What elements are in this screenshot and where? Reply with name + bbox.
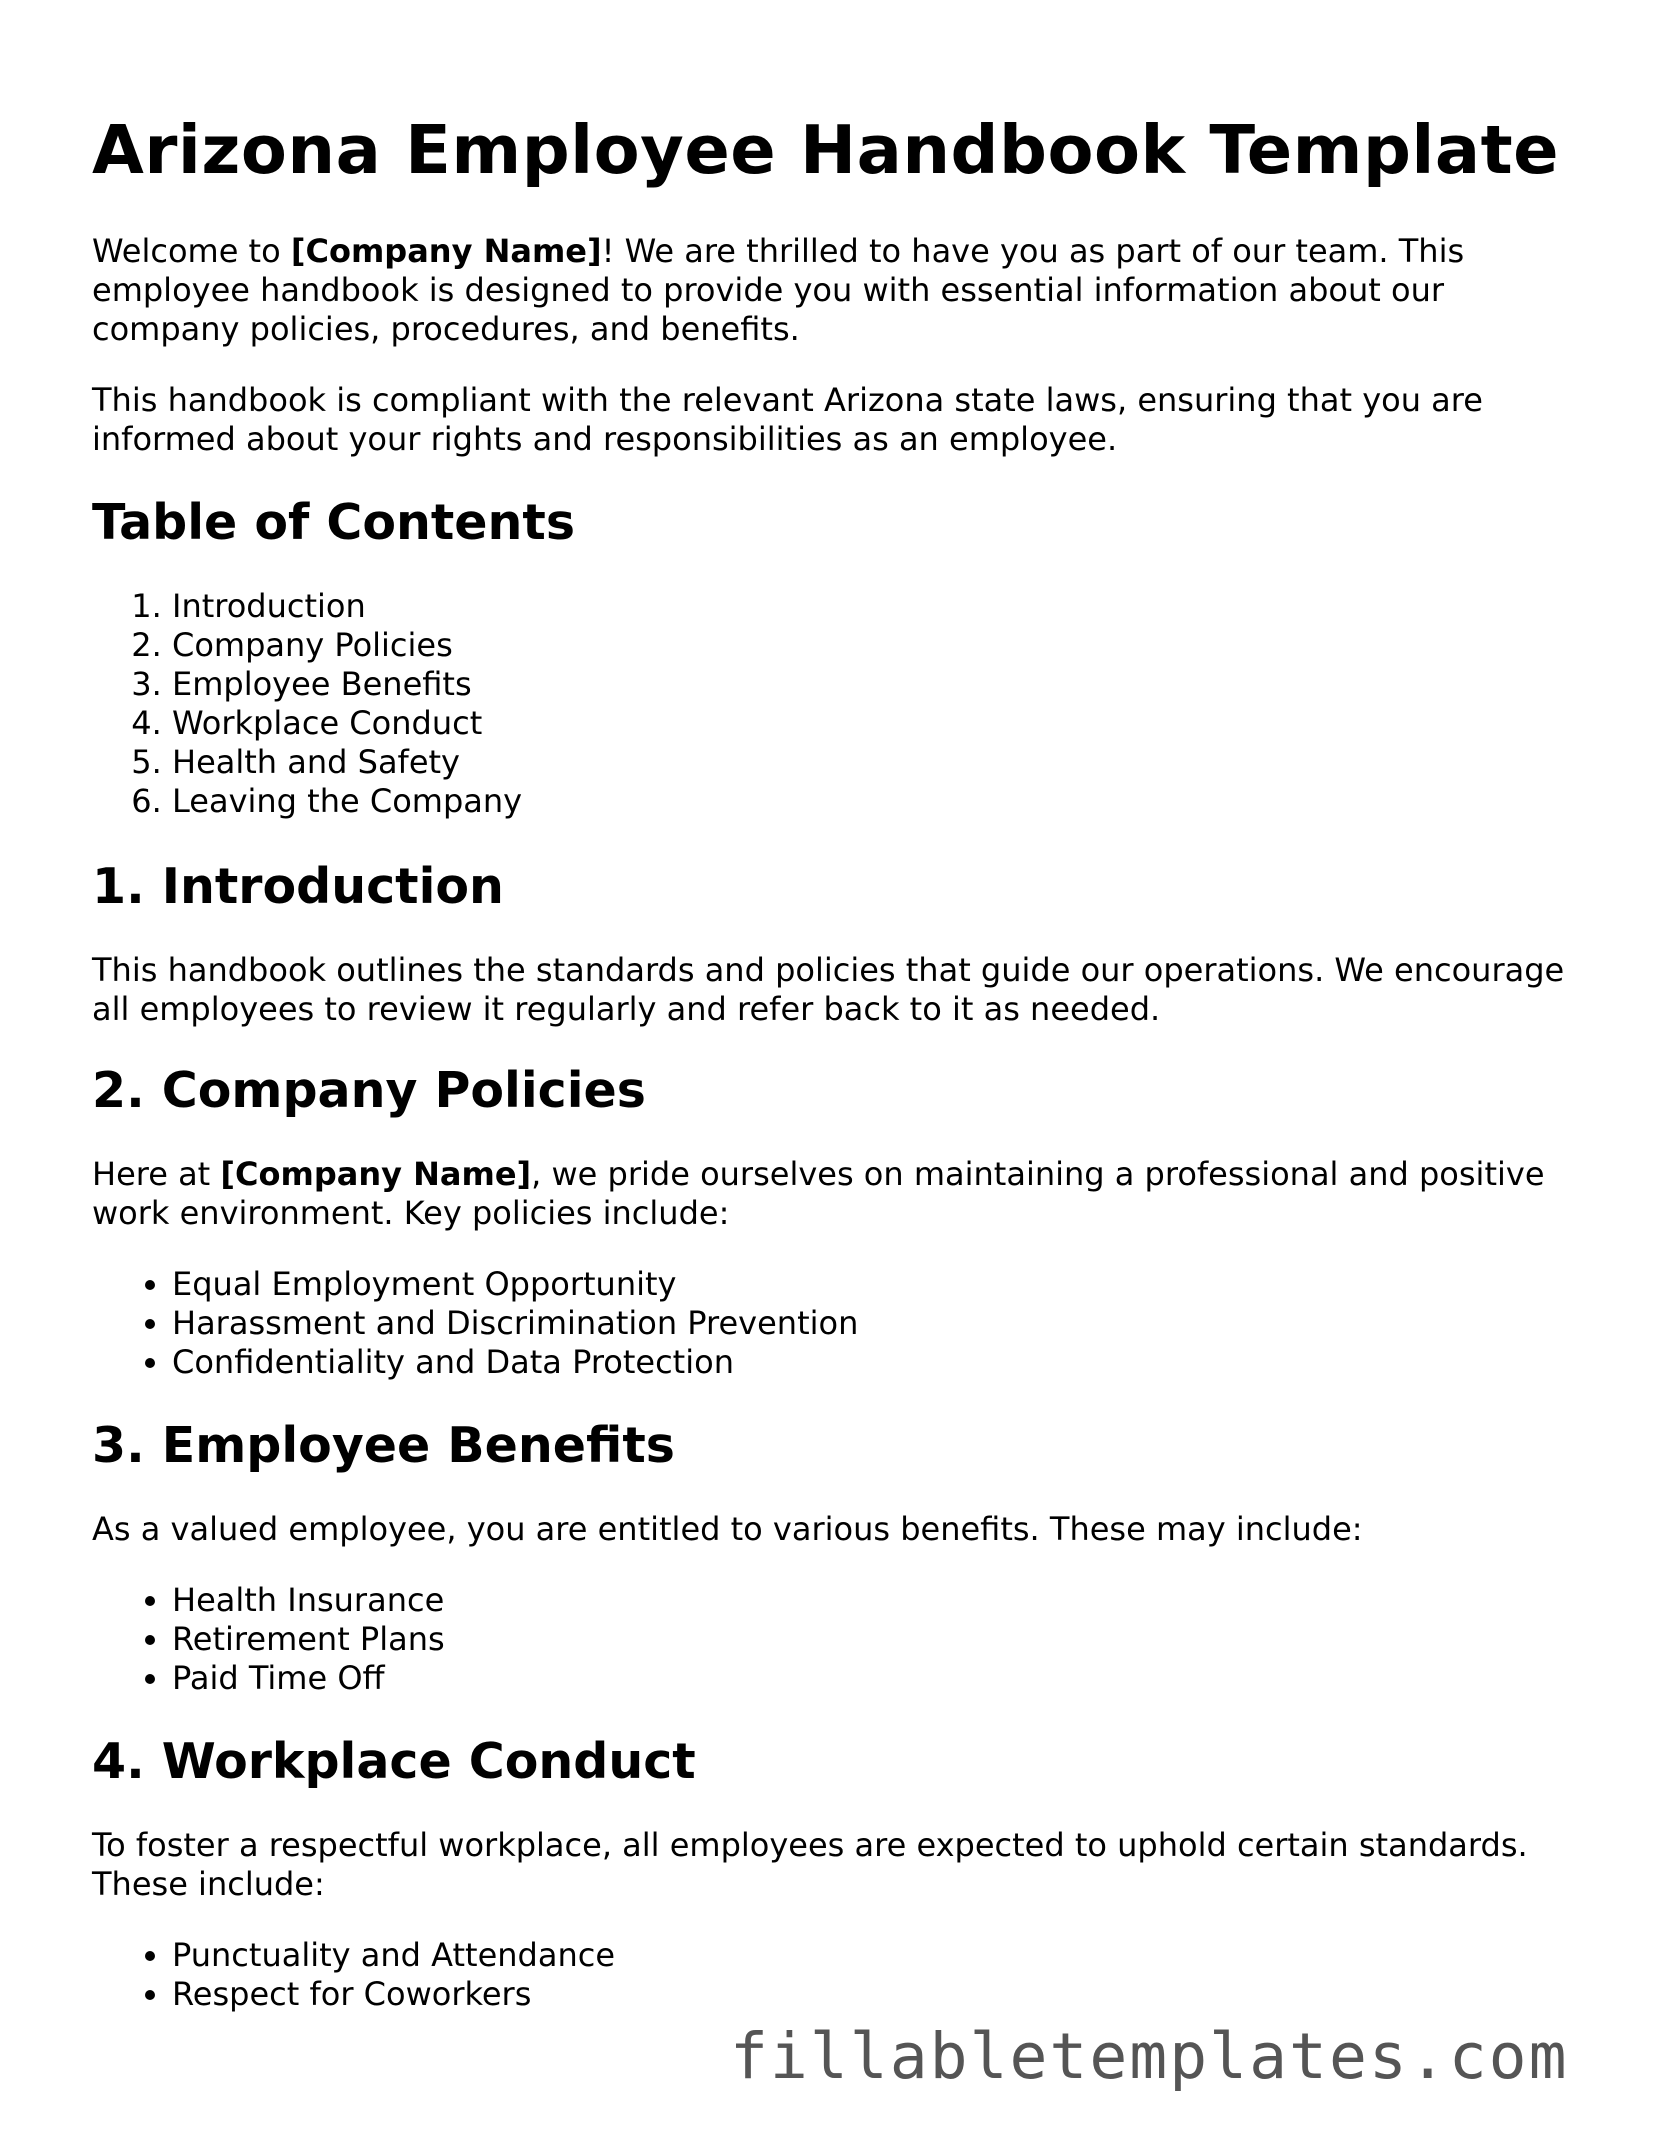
document-page (92, 110, 1572, 2048)
section-heading-company-policies: 2. Company Policies (92, 1062, 646, 1119)
toc-item: 3. Employee Benefits (172, 665, 1572, 704)
employee-benefits-paragraph: As a valued employee, you are entitled to various benefits. These may include: (92, 1510, 1363, 1548)
compliance-paragraph: This handbook is compliant with the relevant Arizona state laws, ensuring that you are informed about your rights and responsibilities as an employee. (92, 381, 1483, 458)
toc-item: 2. Company Policies (172, 626, 1572, 665)
list-item: • Confidentiality and Data Protection (172, 1343, 1572, 1382)
workplace-conduct-paragraph: To foster a respectful workplace, all employees are expected to uphold certain standards. These include: (92, 1826, 1528, 1903)
toc-list (92, 587, 1572, 821)
toc-item: 6. Leaving the Company (172, 782, 1572, 821)
welcome-paragraph (92, 232, 1572, 349)
list-item: • Health Insurance (172, 1581, 1572, 1620)
introduction-paragraph: This handbook outlines the standards and policies that guide our operations. We encourage all employees to review it regularly and refer back to it as needed. (92, 951, 1565, 1028)
workplace-conduct-list (92, 1936, 1572, 2014)
section-heading-employee-benefits: 3. Employee Benefits (92, 1417, 675, 1474)
company-name-placeholder: [Company Name] (220, 1155, 532, 1193)
toc-item: 1. Introduction (172, 587, 1572, 626)
list-item: • Retirement Plans (172, 1620, 1572, 1659)
company-policies-list (92, 1265, 1572, 1382)
toc-item: 5. Health and Safety (172, 743, 1572, 782)
policies-suffix: , we pride ourselves on maintaining a professional and positive work environment. Key policies include: (92, 1155, 1545, 1232)
company-policies-paragraph (92, 1155, 1572, 1233)
toc-item: 4. Workplace Conduct (172, 704, 1572, 743)
list-item: • Harassment and Discrimination Prevention (172, 1304, 1572, 1343)
section-heading-introduction: 1. Introduction (92, 858, 504, 915)
welcome-prefix: Welcome to (92, 232, 291, 270)
welcome-suffix: ! We are thrilled to have you as part of our team. This employee handbook is designed to provide you with essential information about our company policies, procedures, and benefits. (92, 232, 1465, 348)
employee-benefits-list (92, 1581, 1572, 1698)
policies-prefix: Here at (92, 1155, 221, 1193)
list-item: • Punctuality and Attendance (172, 1936, 1572, 1975)
list-item: • Respect for Coworkers (172, 1975, 1572, 2014)
watermark-text: fillabletemplates.com (730, 2020, 1569, 2093)
document-title: Arizona Employee Handbook Template (92, 111, 1560, 189)
toc-heading: Table of Contents (92, 494, 576, 551)
section-heading-workplace-conduct: 4. Workplace Conduct (92, 1733, 696, 1790)
company-name-placeholder: [Company Name] (290, 232, 602, 270)
list-item: • Paid Time Off (172, 1659, 1572, 1698)
list-item: • Equal Employment Opportunity (172, 1265, 1572, 1304)
